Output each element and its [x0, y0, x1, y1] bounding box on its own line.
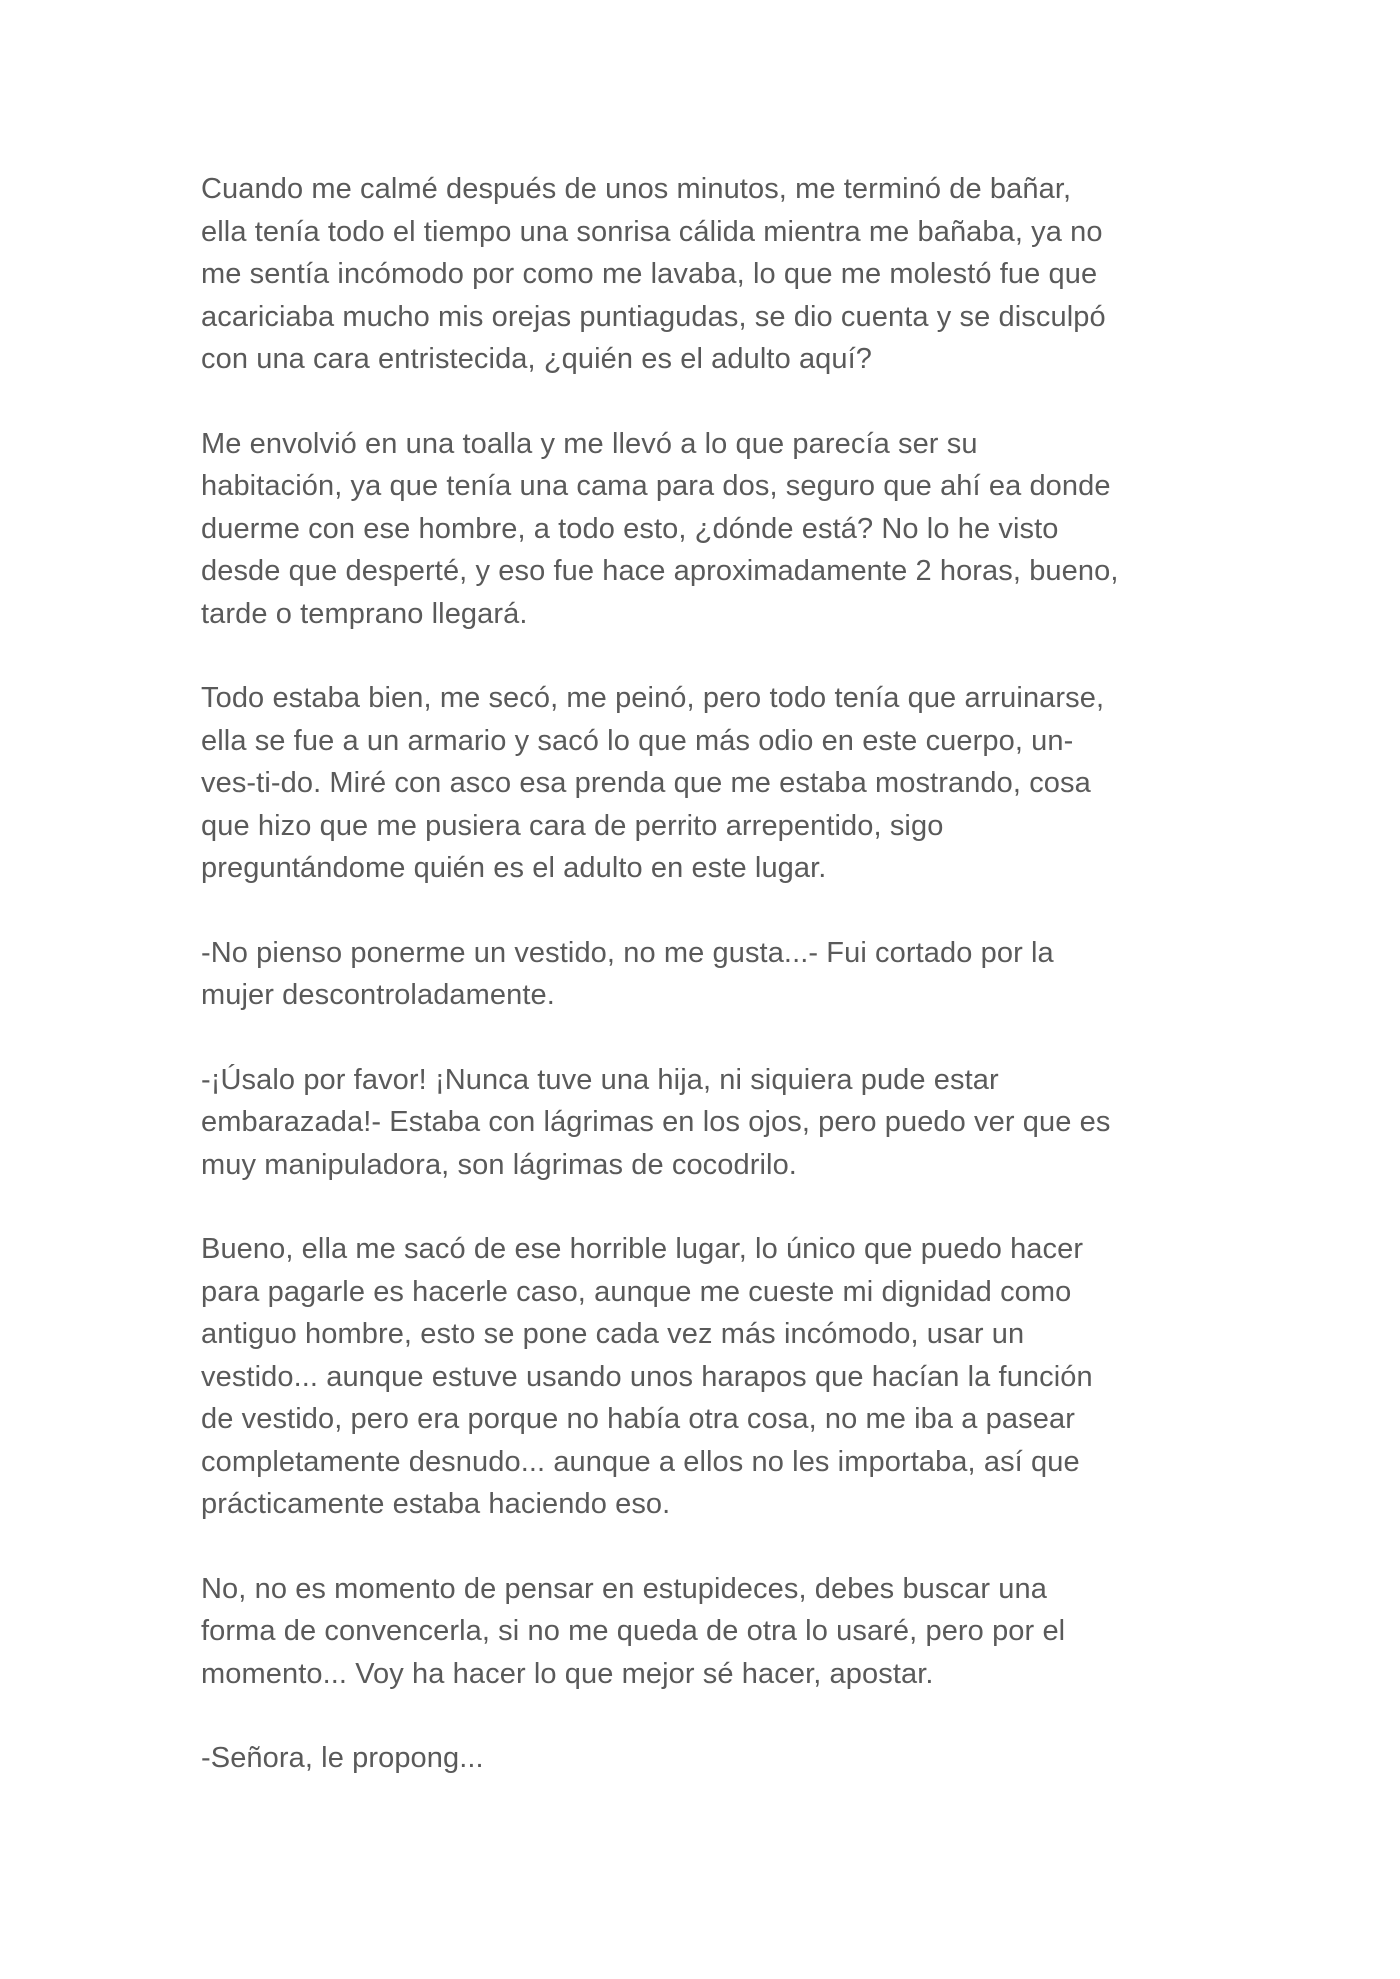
- document-body: [201, 168, 1201, 1822]
- text-line: duerme con ese hombre, a todo esto, ¿dónde está? No lo he visto: [201, 512, 1059, 545]
- text-line: momento... Voy ha hacer lo que mejor sé hacer, apostar.: [201, 1657, 934, 1690]
- text-line: desde que desperté, y eso fue hace aproximadamente 2 horas, bueno,: [201, 555, 1119, 587]
- paragraph-7: [201, 1568, 1201, 1696]
- paragraph-5: [201, 1059, 1201, 1187]
- text-line: me sentía incómodo por como me lavaba, lo que me molestó fue que: [201, 258, 1098, 290]
- text-line: Cuando me calmé después de unos minutos, me terminó de bañar,: [201, 173, 1072, 205]
- text-line: tarde o temprano llegará.: [201, 597, 528, 630]
- text-line: vestido... aunque estuve usando unos harapos que hacían la función: [201, 1360, 1093, 1393]
- text-line: con una cara entristecida, ¿quién es el adulto aquí?: [201, 343, 873, 375]
- text-line: antiguo hombre, esto se pone cada vez más incómodo, usar un: [201, 1318, 1025, 1350]
- text-line: -¡Úsalo por favor! ¡Nunca tuve una hija, ni siquiera pude estar: [201, 1063, 999, 1096]
- paragraph-6: [201, 1228, 1201, 1526]
- text-line: habitación, ya que tenía una cama para dos, seguro que ahí ea donde: [201, 470, 1111, 502]
- text-line: No, no es momento de pensar en estupideces, debes buscar una: [201, 1572, 1047, 1605]
- text-line: muy manipuladora, son lágrimas de cocodrilo.: [201, 1148, 797, 1181]
- text-line: ves-ti-do. Miré con asco esa prenda que me estaba mostrando, cosa: [201, 767, 1091, 799]
- text-line: -No pienso ponerme un vestido, no me gusta...- Fui cortado por la: [201, 936, 1054, 969]
- paragraph-4: [201, 932, 1201, 1017]
- text-line: preguntándome quién es el adulto en este lugar.: [201, 852, 827, 884]
- text-line: forma de convencerla, si no me queda de otra lo usaré, pero por el: [201, 1615, 1066, 1647]
- text-line: ella tenía todo el tiempo una sonrisa cálida mientra me bañaba, ya no: [201, 215, 1103, 248]
- text-line: Bueno, ella me sacó de ese horrible lugar, lo único que puedo hacer: [201, 1233, 1084, 1265]
- text-line: completamente desnudo... aunque a ellos no les importaba, así que: [201, 1445, 1080, 1478]
- paragraph-1: [201, 168, 1201, 381]
- text-line: ella se fue a un armario y sacó lo que más odio en este cuerpo, un-: [201, 724, 1074, 757]
- text-line: de vestido, pero era porque no había otra cosa, no me iba a pasear: [201, 1403, 1075, 1435]
- paragraph-3: [201, 677, 1201, 890]
- paragraph-8: [201, 1737, 1201, 1780]
- text-line: Todo estaba bien, me secó, me peinó, pero todo tenía que arruinarse,: [201, 682, 1105, 714]
- text-line: acariciaba mucho mis orejas puntiagudas, se dio cuenta y se disculpó: [201, 300, 1106, 333]
- paragraph-2: [201, 423, 1201, 636]
- text-line: mujer descontroladamente.: [201, 979, 555, 1011]
- text-line: prácticamente estaba haciendo eso.: [201, 1488, 671, 1520]
- text-line: embarazada!- Estaba con lágrimas en los ojos, pero puedo ver que es: [201, 1106, 1111, 1138]
- text-line: -Señora, le propong...: [201, 1742, 484, 1774]
- text-line: que hizo que me pusiera cara de perrito arrepentido, sigo: [201, 809, 944, 842]
- text-line: para pagarle es hacerle caso, aunque me cueste mi dignidad como: [201, 1275, 1072, 1308]
- text-line: Me envolvió en una toalla y me llevó a lo que parecía ser su: [201, 427, 978, 460]
